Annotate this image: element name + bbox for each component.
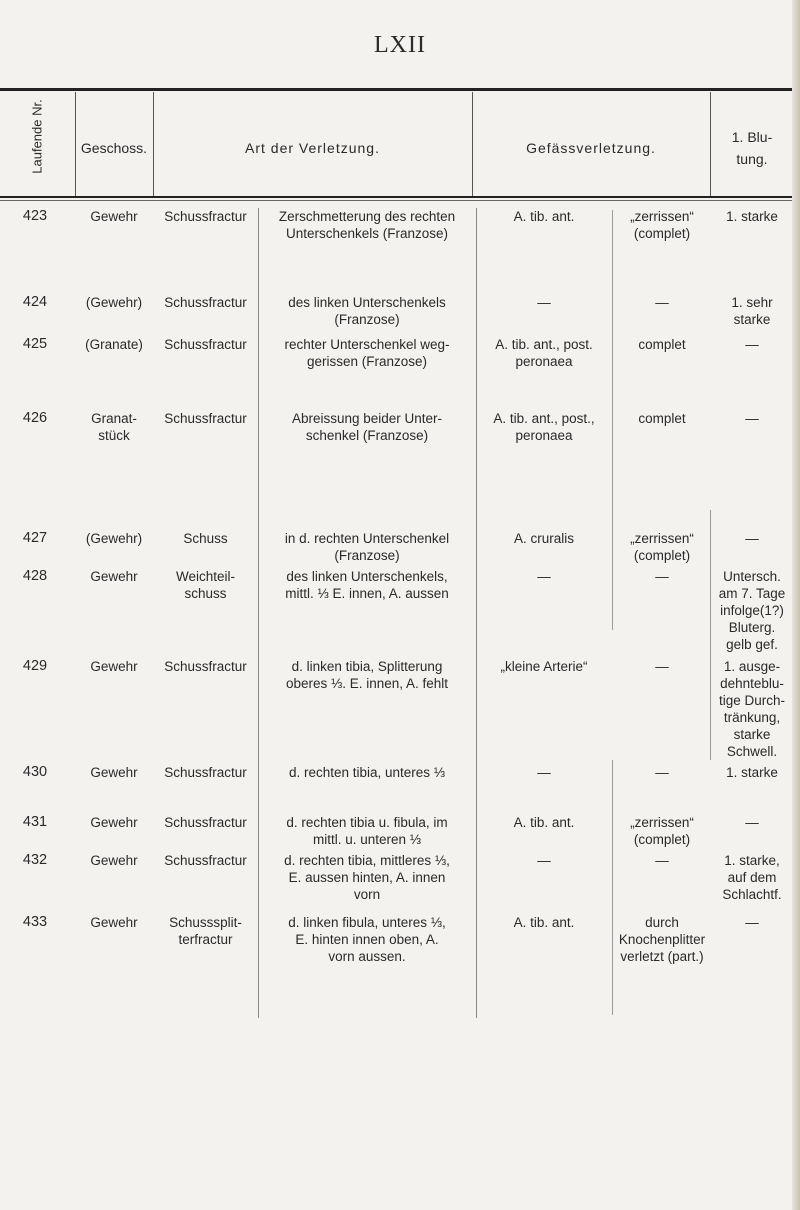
header-laufende-nr: Laufende Nr. [29, 98, 45, 174]
row-gefaess: A. cruralis [513, 531, 574, 546]
row-blutung: 1. sehr starke [731, 295, 773, 327]
row-blutung: 1. starke, auf dem Schlachtf. [722, 853, 782, 902]
page-number: LXII [374, 32, 426, 58]
row-gefaess: A. tib. ant., post. peronaea [495, 337, 593, 369]
body-divider [710, 510, 711, 760]
row-geschoss: Gewehr [90, 209, 138, 224]
row-blutung: — [745, 337, 759, 352]
row-desc: d. linken fibula, unteres ⅓, E. hinten innen oben, A. vorn aussen. [288, 915, 446, 964]
row-desc: Zerschmetterung des rechten Unterschenkels (Franzose) [278, 209, 456, 241]
row-blutung: 1. starke [726, 765, 778, 780]
row-desc: d. linken tibia, Splitterung oberes ⅓. E. innen, A. fehlt [285, 659, 449, 691]
row-desc: d. rechten tibia, mittleres ⅓, E. aussen hinten, A. innen vorn [284, 853, 450, 902]
row-desc: in d. rechten Unterschenkel (Franzose) [284, 531, 450, 563]
row-blutung: — [745, 531, 759, 546]
row-nr: 433 [22, 914, 48, 930]
row-geschoss: Gewehr [90, 915, 138, 930]
row-art: Schusssplit- terfractur [169, 915, 242, 947]
page-edge [792, 0, 800, 1210]
body-divider [612, 760, 613, 1015]
row-art: Schussfractur [164, 853, 247, 868]
body-divider [258, 208, 259, 1018]
row-gefaess: — [537, 295, 551, 310]
row-nr: 431 [22, 814, 48, 830]
row-art: Schussfractur [164, 295, 247, 310]
row-blutung: — [745, 411, 759, 426]
body-divider [476, 208, 477, 1018]
row-blutung: — [745, 815, 759, 830]
row-geschoss: (Gewehr) [85, 295, 143, 310]
row-blutung: 1. starke [726, 209, 778, 224]
row-desc: d. rechten tibia, unteres ⅓ [288, 765, 446, 780]
row-nr: 427 [22, 530, 48, 546]
row-art: Schuss [183, 531, 228, 546]
row-nr: 428 [22, 568, 48, 584]
row-nr: 424 [22, 294, 48, 310]
row-zustand: — [655, 659, 669, 674]
row-gefaess: A. tib. ant. [513, 209, 575, 224]
row-gefaess: — [537, 765, 551, 780]
row-desc: des linken Unterschenkels, mittl. ⅓ E. innen, A. aussen [285, 569, 449, 601]
row-blutung: 1. ausge- dehnteblu- tige Durch- tränkung, starke Schwell. [718, 659, 786, 759]
row-nr: 425 [22, 336, 48, 352]
header-bottom-rule [0, 196, 792, 198]
row-art: Schussfractur [164, 815, 247, 830]
row-gefaess: — [537, 569, 551, 584]
row-geschoss: Gewehr [90, 659, 138, 674]
body-divider [612, 210, 613, 630]
row-zustand: — [655, 765, 669, 780]
row-desc: d. rechten tibia u. fibula, im mittl. u. unteren ⅓ [286, 815, 448, 847]
row-nr: 426 [22, 410, 48, 426]
row-blutung: Untersch. am 7. Tage infolge(1?) Bluterg. gelb gef. [718, 569, 786, 652]
row-art: Schussfractur [164, 209, 247, 224]
row-zustand: complet [638, 411, 686, 426]
row-art: Schussfractur [164, 659, 247, 674]
header-art: Art der Verletzung. [245, 140, 380, 156]
row-geschoss: (Gewehr) [85, 531, 143, 546]
row-zustand: „zerrissen“ (complet) [630, 209, 694, 241]
row-gefaess: „kleine Arterie“ [500, 659, 588, 674]
row-zustand: — [655, 853, 669, 868]
row-desc: Abreissung beider Unter- schenkel (Franzose) [291, 411, 443, 443]
row-desc: des linken Unterschenkels (Franzose) [288, 295, 446, 327]
header-divider [710, 92, 711, 196]
row-desc: rechter Unterschenkel weg- gerissen (Franzose) [284, 337, 450, 369]
row-geschoss: Gewehr [90, 765, 138, 780]
header-geschoss: Geschoss. [80, 140, 148, 156]
row-zustand: — [655, 295, 669, 310]
row-zustand: durch Knochenplitter verletzt (part.) [618, 915, 706, 964]
row-gefaess: A. tib. ant. [513, 915, 575, 930]
top-rule [0, 88, 792, 91]
row-art: Schussfractur [164, 337, 247, 352]
row-zustand: — [655, 569, 669, 584]
row-geschoss: Gewehr [90, 853, 138, 868]
row-zustand: „zerrissen“ (complet) [630, 815, 694, 847]
row-geschoss: (Granate) [85, 337, 143, 352]
row-gefaess: A. tib. ant. [513, 815, 575, 830]
row-nr: 432 [22, 852, 48, 868]
row-zustand: complet [638, 337, 686, 352]
header-bottom-rule-2 [0, 200, 792, 201]
row-art: Weichteil- schuss [175, 569, 236, 601]
row-art: Schussfractur [164, 765, 247, 780]
row-zustand: „zerrissen“ (complet) [630, 531, 694, 563]
row-geschoss: Gewehr [90, 815, 138, 830]
row-geschoss: Gewehr [90, 569, 138, 584]
header-blutung: 1. Blu- tung. [731, 129, 773, 167]
row-gefaess: A. tib. ant., post., peronaea [493, 411, 595, 443]
row-nr: 430 [22, 764, 48, 780]
row-gefaess: — [537, 853, 551, 868]
row-art: Schussfractur [164, 411, 247, 426]
row-nr: 429 [22, 658, 48, 674]
row-blutung: — [745, 915, 759, 930]
row-geschoss: Granat- stück [91, 411, 137, 443]
row-nr: 423 [22, 208, 48, 224]
header-gefaess: Gefässverletzung. [526, 140, 656, 156]
